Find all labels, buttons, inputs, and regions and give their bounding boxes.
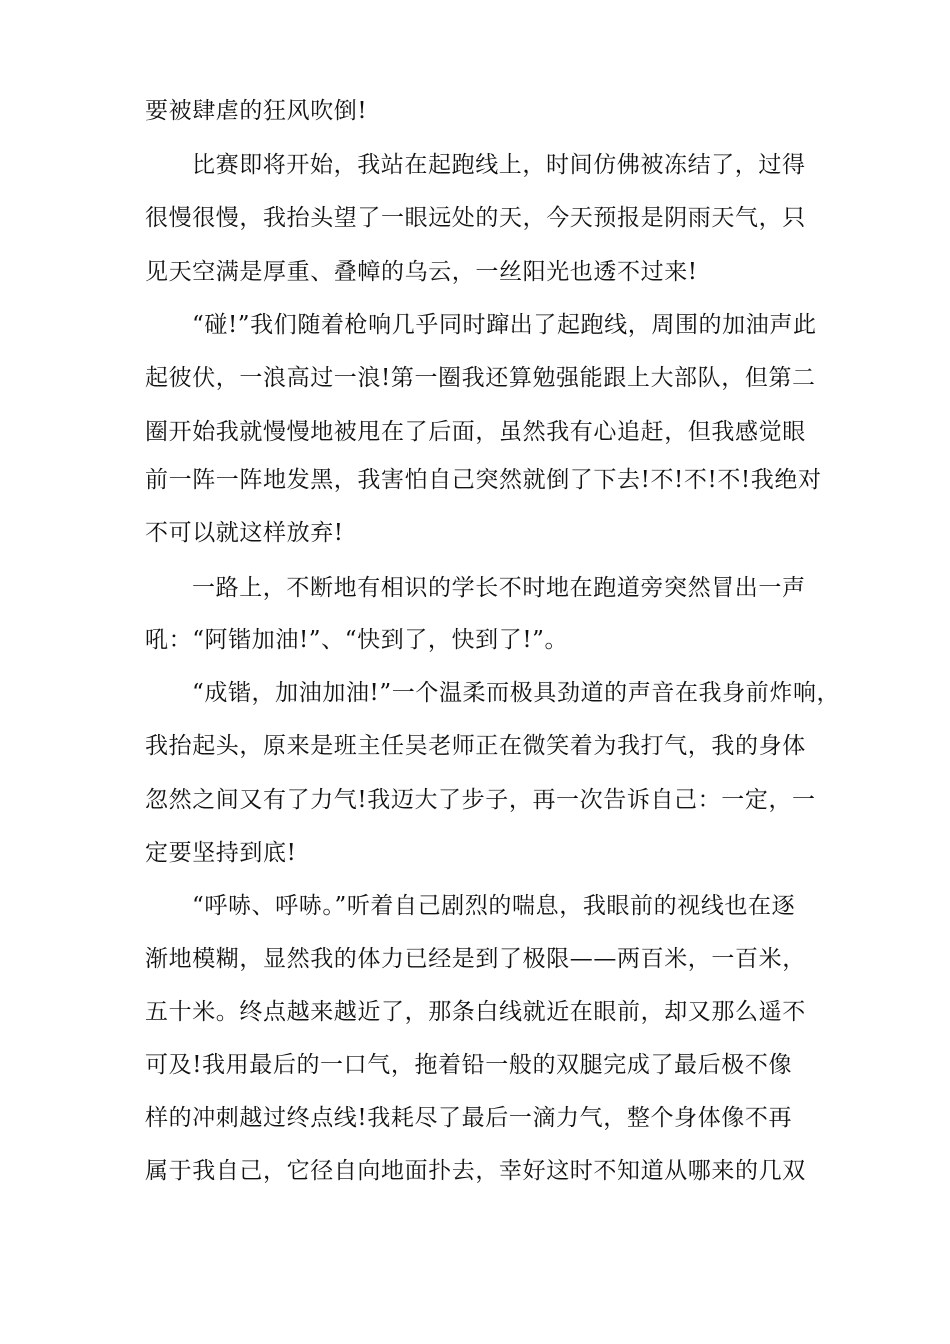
text-line: 属于我自己，它径自向地面扑去，幸好这时不知道从哪来的几双 — [145, 1158, 806, 1184]
text-line: 很慢很慢，我抬头望了一眼远处的天，今天预报是阴雨天气，只 — [145, 205, 806, 231]
text-line: 圈开始我就慢慢地被甩在了后面，虽然我有心追赶，但我感觉眼 — [145, 419, 806, 445]
text-line: “碰!”我们随着枪响几乎同时蹿出了起跑线，周围的加油声此 — [192, 312, 817, 338]
text-line: 忽然之间又有了力气!我迈大了步子，再一次告诉自己：一定，一 — [145, 787, 816, 813]
text-line: 比赛即将开始，我站在起跑线上，时间仿佛被冻结了，过得 — [192, 152, 806, 178]
text-line: 不可以就这样放弃! — [145, 520, 344, 546]
text-line: “成锴，加油加油!”一个温柔而极具劲道的声音在我身前炸响， — [192, 680, 841, 706]
text-line: 可及!我用最后的一口气，拖着铅一般的双腿完成了最后极不像 — [145, 1052, 793, 1078]
text-line: 我抬起头，原来是班主任吴老师正在微笑着为我打气，我的身体 — [145, 733, 806, 759]
text-line: 五十米。终点越来越近了，那条白线就近在眼前，却又那么遥不 — [145, 999, 806, 1025]
text-line: 前一阵一阵地发黑，我害怕自己突然就倒了下去!不!不!不!我绝对 — [145, 467, 822, 493]
text-line: 定要坚持到底! — [145, 840, 297, 866]
text-line: 见天空满是厚重、叠幛的乌云，一丝阳光也透不过来! — [145, 259, 698, 285]
text-line: 起彼伏，一浪高过一浪!第一圈我还算勉强能跟上大部队，但第二 — [145, 365, 816, 391]
text-line: “呼哧、呼哧。”听着自己剧烈的喘息，我眼前的视线也在逐 — [192, 893, 796, 919]
text-line: 要被肆虐的狂风吹倒! — [145, 98, 368, 124]
text-line: 渐地模糊，显然我的体力已经是到了极限——两百米，一百米， — [145, 946, 806, 972]
text-line: 一路上，不断地有相识的学长不时地在跑道旁突然冒出一声 — [192, 575, 806, 601]
text-line: 样的冲刺越过终点线!我耗尽了最后一滴力气，整个身体像不再 — [145, 1105, 793, 1131]
text-line: 吼：“阿锴加油!”、“快到了，快到了!”。 — [145, 627, 569, 653]
